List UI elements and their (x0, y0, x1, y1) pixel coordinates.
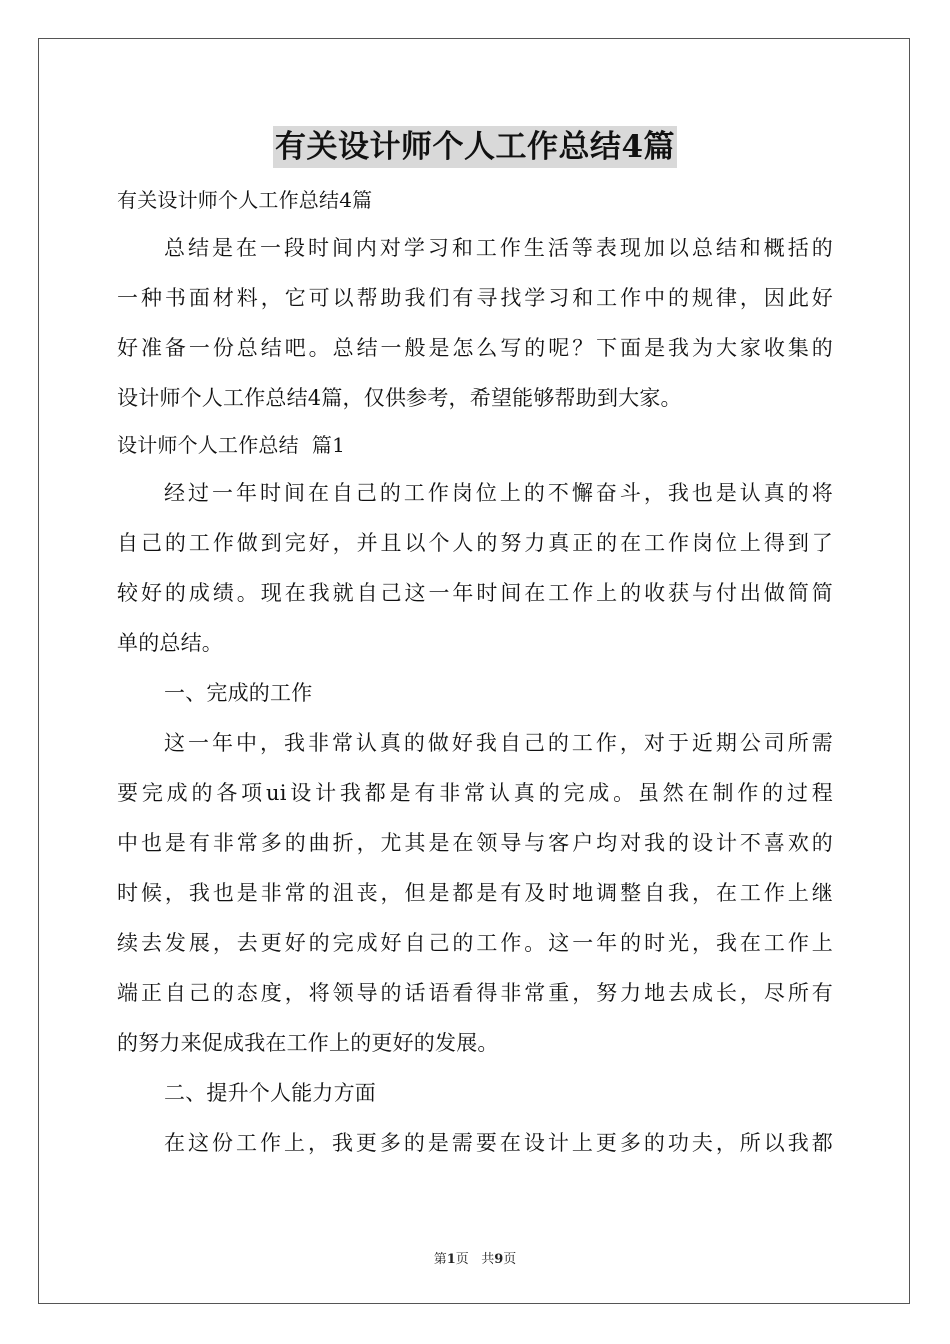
footer-page-word: 页 (455, 1252, 469, 1267)
paragraph-line: 经过一年时间在自己的工作岗位上的不懈奋斗，我也是认真的将 (164, 481, 833, 505)
paragraph-line: 的努力来促成我在工作上的更好的发展。 (117, 1031, 499, 1055)
page-footer (0, 1248, 950, 1267)
footer-current-page: 1 (446, 1252, 456, 1267)
paragraph-line: 自己的工作做到完好，并且以个人的努力真正的在工作岗位上得到了 (117, 531, 833, 555)
paragraph-line: 较好的成绩。现在我就自己这一年时间在工作上的收获与付出做简简 (117, 581, 833, 605)
footer-total-prefix: 共 (481, 1252, 495, 1267)
paragraph-line: 在这份工作上，我更多的是需要在设计上更多的功夫，所以我都 (164, 1131, 833, 1155)
paragraph-line: 中也是有非常多的曲折，尤其是在领导与客户均对我的设计不喜欢的 (117, 831, 833, 855)
footer-total-pages: 9 (494, 1252, 504, 1267)
subheading: 一、完成的工作 (164, 681, 313, 705)
document-body (117, 178, 833, 1168)
title-block (0, 126, 950, 168)
paragraph-line: 续去发展，去更好的完成好自己的工作。这一年的时光，我在工作上 (117, 931, 833, 955)
intro-line: 设计师个人工作总结4篇，仅供参考，希望能够帮助到大家。 (117, 386, 682, 410)
paragraph-line: 单的总结。 (117, 631, 223, 655)
paragraph-line: 这一年中，我非常认真的做好我自己的工作，对于近期公司所需 (164, 731, 833, 755)
footer-total-suffix: 页 (503, 1252, 517, 1267)
paragraph-line: 时候，我也是非常的沮丧，但是都是有及时地调整自我，在工作上继 (117, 881, 833, 905)
subtitle: 有关设计师个人工作总结4篇 (117, 188, 373, 212)
intro-line: 好准备一份总结吧。总结一般是怎么写的呢？下面是我为大家收集的 (117, 336, 833, 360)
paragraph-line: 要完成的各项ui设计我都是有非常认真的完成。虽然在制作的过程 (117, 781, 833, 805)
footer-prefix: 第 (433, 1252, 447, 1267)
paragraph-line: 端正自己的态度，将领导的话语看得非常重，努力地去成长，尽所有 (117, 981, 833, 1005)
intro-line: 总结是在一段时间内对学习和工作生活等表现加以总结和概括的 (164, 236, 833, 260)
intro-line: 一种书面材料，它可以帮助我们有寻找学习和工作中的规律，因此好 (117, 286, 833, 310)
section-heading: 设计师个人工作总结 篇1 (117, 433, 346, 457)
subheading: 二、提升个人能力方面 (164, 1081, 376, 1105)
page-title: 有关设计师个人工作总结4篇 (273, 126, 677, 168)
